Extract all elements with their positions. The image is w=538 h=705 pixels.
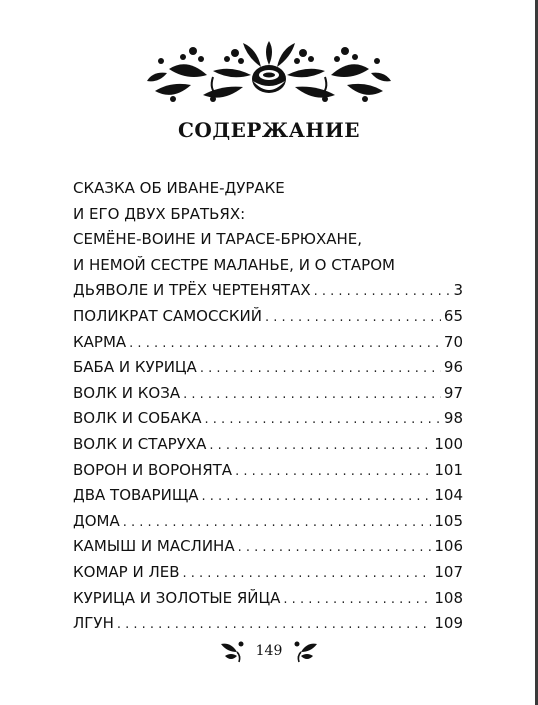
toc-entry-title: КУРИЦА И ЗОЛОТЫЕ ЯЙЦА xyxy=(73,588,281,607)
toc-entry xyxy=(73,534,463,560)
toc-entry xyxy=(73,509,463,535)
dot-leader xyxy=(283,587,431,613)
toc-entry xyxy=(73,355,463,381)
toc-entry-page: 105 xyxy=(434,511,463,530)
dot-leader xyxy=(205,407,441,433)
page-number: 149 xyxy=(255,643,283,659)
toc-entry xyxy=(73,304,463,330)
dot-leader xyxy=(238,535,432,561)
toc-entry xyxy=(73,432,463,458)
toc-entry-page: 65 xyxy=(443,306,463,325)
dot-leader xyxy=(314,279,451,305)
toc-entry xyxy=(73,381,463,407)
toc-entry xyxy=(73,330,463,356)
toc-entry-title: ВОРОН И ВОРОНЯТА xyxy=(73,460,233,479)
dot-leader xyxy=(117,612,432,638)
toc-entry-title-line: СКАЗКА ОБ ИВАНЕ-ДУРАКЕ xyxy=(73,179,285,197)
toc-entry-title: ДВА ТОВАРИЩА xyxy=(73,486,199,505)
toc-entry-page: 107 xyxy=(434,562,463,581)
page-footer xyxy=(0,638,538,668)
table-of-contents xyxy=(73,176,463,637)
toc-entry-title: ДОМА xyxy=(73,511,120,530)
toc-entry-title: ДЬЯВОЛЕ И ТРЁХ ЧЕРТЕНЯТАХ xyxy=(73,281,311,300)
toc-entry-title: КАМЫШ И МАСЛИНА xyxy=(73,537,235,556)
toc-entry-title: КОМАР И ЛЕВ xyxy=(73,562,180,581)
toc-entry xyxy=(73,586,463,612)
toc-entry-title-line: И НЕМОЙ СЕСТРЕ МАЛАНЬЕ, И О СТАРОМ xyxy=(73,255,395,274)
dot-leader xyxy=(235,459,431,485)
toc-entry-page: 97 xyxy=(443,383,463,402)
floral-sprig-icon xyxy=(293,638,321,664)
toc-entry xyxy=(73,560,463,586)
toc-entry-title: ПОЛИКРАТ САМОССКИЙ xyxy=(73,306,262,325)
dot-leader xyxy=(209,433,431,459)
toc-entry-title: КАРМА xyxy=(73,332,127,351)
toc-entry-title-line: И ЕГО ДВУХ БРАТЬЯХ: xyxy=(73,204,246,223)
toc-entry xyxy=(73,458,463,484)
dot-leader xyxy=(265,305,441,331)
dot-leader xyxy=(202,484,432,510)
toc-entry-page: 106 xyxy=(434,537,463,556)
dot-leader xyxy=(183,382,441,408)
toc-entry-page: 104 xyxy=(434,486,463,505)
toc-entry-page: 101 xyxy=(434,460,463,479)
toc-entry-title: ВОЛК И СОБАКА xyxy=(73,409,202,428)
toc-entry-title-line: СЕМЁНЕ-ВОИНЕ И ТАРАСЕ-БРЮХАНЕ, xyxy=(73,230,363,249)
toc-entry-page: 96 xyxy=(443,358,463,377)
dot-leader xyxy=(200,356,441,382)
page-title: СОДЕРЖАНИЕ xyxy=(178,118,360,142)
toc-entry-title: ВОЛК И КОЗА xyxy=(73,383,181,402)
floral-sprig-icon xyxy=(217,638,245,664)
dot-leader xyxy=(123,510,432,536)
folk-floral-ornament-icon xyxy=(143,37,395,109)
toc-entry-page: 3 xyxy=(453,281,463,300)
toc-entry xyxy=(73,406,463,432)
dot-leader xyxy=(183,561,432,587)
toc-entry-page: 70 xyxy=(443,332,463,351)
toc-entry-title: ВОЛК И СТАРУХА xyxy=(73,434,207,453)
toc-entry-title: ЛГУН xyxy=(73,614,114,633)
toc-entry xyxy=(73,278,463,304)
toc-entry-title: БАБА И КУРИЦА xyxy=(73,358,197,377)
toc-entry-page: 98 xyxy=(443,409,463,428)
toc-entry xyxy=(73,483,463,509)
toc-entry-page: 100 xyxy=(434,434,463,453)
dot-leader xyxy=(129,331,441,357)
toc-entry xyxy=(73,611,463,637)
toc-entry-page: 109 xyxy=(434,614,463,633)
toc-entry-page: 108 xyxy=(434,588,463,607)
